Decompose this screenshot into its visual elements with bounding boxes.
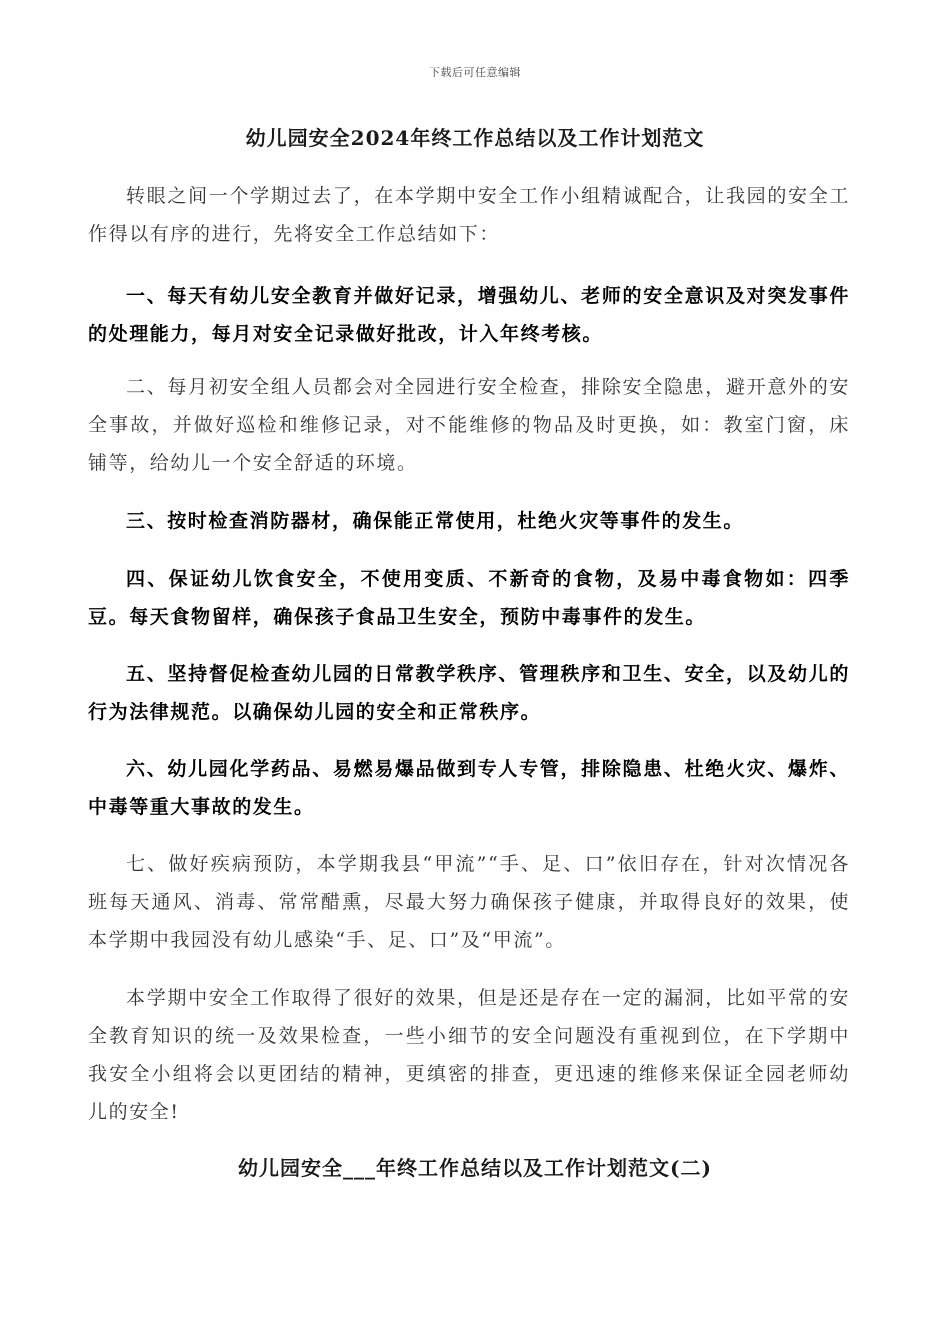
item-7-paragraph: 七、做好疾病预防，本学期我县“甲流”“手、足、口”依旧存在，针对次情况各班每天通风、消毒、常常醋熏，尽最大努力确保孩子健康，并取得良好的效果，使本学期中我园没有幼儿感染“手、足、口”及“甲流”。 <box>88 853 850 951</box>
second-document-title: 幼儿园安全___年终工作总结以及工作计划范文(二) <box>238 1156 712 1180</box>
item-2-paragraph: 二、每月初安全组人员都会对全园进行安全检查，排除安全隐患，避开意外的安全事故，并做好巡检和维修记录，对不能维修的物品及时更换，如：教室门窗，床铺等，给幼儿一个安全舒适的环境。 <box>88 376 850 474</box>
item-1-paragraph: 一、每天有幼儿安全教育并做好记录，增强幼儿、老师的安全意识及对突发事件的处理能力，每月对安全记录做好批改，计入年终考核。 <box>88 285 850 345</box>
item-3-paragraph: 三、按时检查消防器材，确保能正常使用，杜绝火灾等事件的发生。 <box>126 510 745 532</box>
item-4-paragraph: 四、保证幼儿饮食安全，不使用变质、不新奇的食物，及易中毒食物如：四季豆。每天食物留样，确保孩子食品卫生安全，预防中毒事件的发生。 <box>88 568 850 628</box>
item-5-paragraph: 五、坚持督促检查幼儿园的日常教学秩序、管理秩序和卫生、安全，以及幼儿的行为法律规范。以确保幼儿园的安全和正常秩序。 <box>88 663 850 723</box>
conclusion-paragraph: 本学期中安全工作取得了很好的效果，但是还是存在一定的漏洞，比如平常的安全教育知识的统一及效果检查，一些小细节的安全问题没有重视到位，在下学期中我安全小组将会以更团结的精神，更缜密的排查，更迅速的维修来保证全园老师幼儿的安全! <box>88 987 850 1123</box>
item-6-paragraph: 六、幼儿园化学药品、易燃易爆品做到专人专管，排除隐患、杜绝火灾、爆炸、中毒等重大事故的发生。 <box>88 758 850 818</box>
intro-paragraph: 转眼之间一个学期过去了，在本学期中安全工作小组精诚配合，让我园的安全工作得以有序的进行，先将安全工作总结如下： <box>88 185 850 245</box>
header-note: 下载后可任意编辑 <box>429 66 521 79</box>
document-title: 幼儿园安全2024年终工作总结以及工作计划范文 <box>245 126 705 150</box>
